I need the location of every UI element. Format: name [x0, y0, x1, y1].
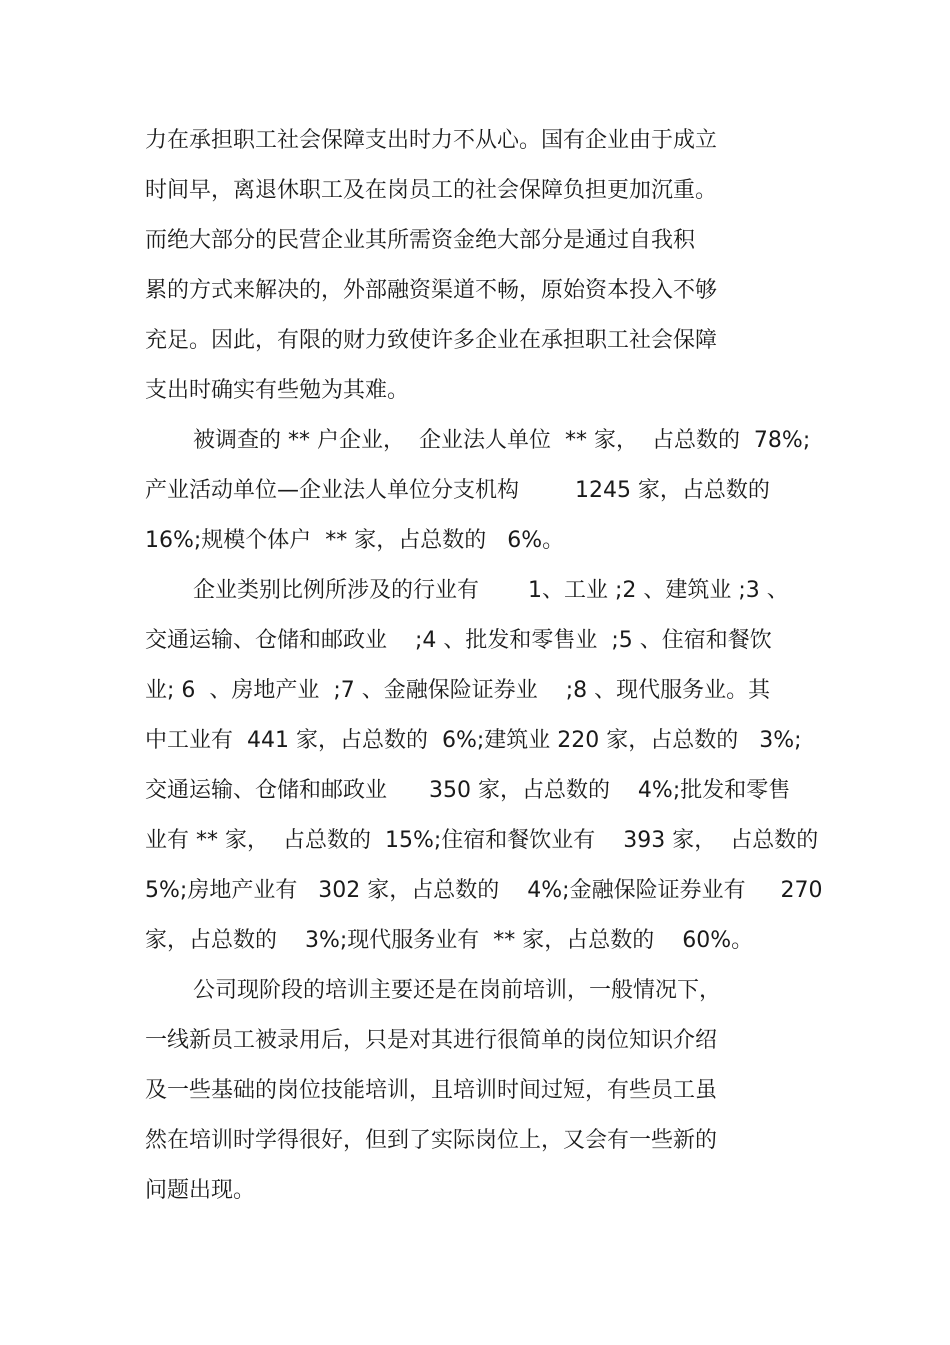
paragraph-1-line-6: 支出时确实有些勉为其难。	[145, 378, 410, 403]
paragraph-2-line-1: 被调查的 ** 户企业， 企业法人单位 ** 家， 占总数的 78%;	[193, 428, 811, 453]
paragraph-3-line-7: 5%;房地产业有 302 家，占总数的 4%;金融保险证券业有 270	[145, 878, 823, 903]
paragraph-2-line-2: 产业活动单位—企业法人单位分支机构 1245 家，占总数的	[145, 478, 770, 503]
paragraph-1-line-2: 时间早，离退休职工及在岗员工的社会保障负担更加沉重。	[145, 178, 718, 203]
paragraph-3-line-1: 企业类别比例所涉及的行业有 1、工业 ;2 、建筑业 ;3 、	[193, 578, 789, 603]
paragraph-3-line-3: 业; 6 、房地产业 ;7 、金融保险证券业 ;8 、现代服务业。其	[145, 678, 771, 703]
paragraph-1-line-3: 而绝大部分的民营企业其所需资金绝大部分是通过自我积	[145, 228, 696, 253]
paragraph-4-line-5: 问题出现。	[145, 1178, 256, 1203]
paragraph-3-line-6: 业有 ** 家， 占总数的 15%;住宿和餐饮业有 393 家， 占总数的	[145, 828, 819, 853]
paragraph-1-line-1: 力在承担职工社会保障支出时力不从心。国有企业由于成立	[145, 128, 718, 153]
paragraph-2-line-3: 16%;规模个体户 ** 家，占总数的 6%。	[145, 528, 565, 553]
paragraph-4-line-3: 及一些基础的岗位技能培训，且培训时间过短，有些员工虽	[145, 1078, 718, 1103]
paragraph-3-line-2: 交通运输、仓储和邮政业 ;4 、批发和零售业 ;5 、住宿和餐饮	[145, 628, 772, 653]
paragraph-4-line-1: 公司现阶段的培训主要还是在岗前培训，一般情况下，	[193, 978, 722, 1003]
paragraph-3-line-5: 交通运输、仓储和邮政业 350 家，占总数的 4%;批发和零售	[145, 778, 791, 803]
paragraph-1-line-5: 充足。因此，有限的财力致使许多企业在承担职工社会保障	[145, 328, 718, 353]
paragraph-1-line-4: 累的方式来解决的，外部融资渠道不畅，原始资本投入不够	[145, 278, 718, 303]
paragraph-4-line-2: 一线新员工被录用后，只是对其进行很简单的岗位知识介绍	[145, 1028, 718, 1053]
paragraph-3-line-8: 家，占总数的 3%;现代服务业有 ** 家，占总数的 60%。	[145, 928, 754, 953]
paragraph-3-line-4: 中工业有 441 家，占总数的 6%;建筑业 220 家，占总数的 3%;	[145, 728, 802, 753]
paragraph-4-line-4: 然在培训时学得很好，但到了实际岗位上，又会有一些新的	[145, 1128, 718, 1153]
